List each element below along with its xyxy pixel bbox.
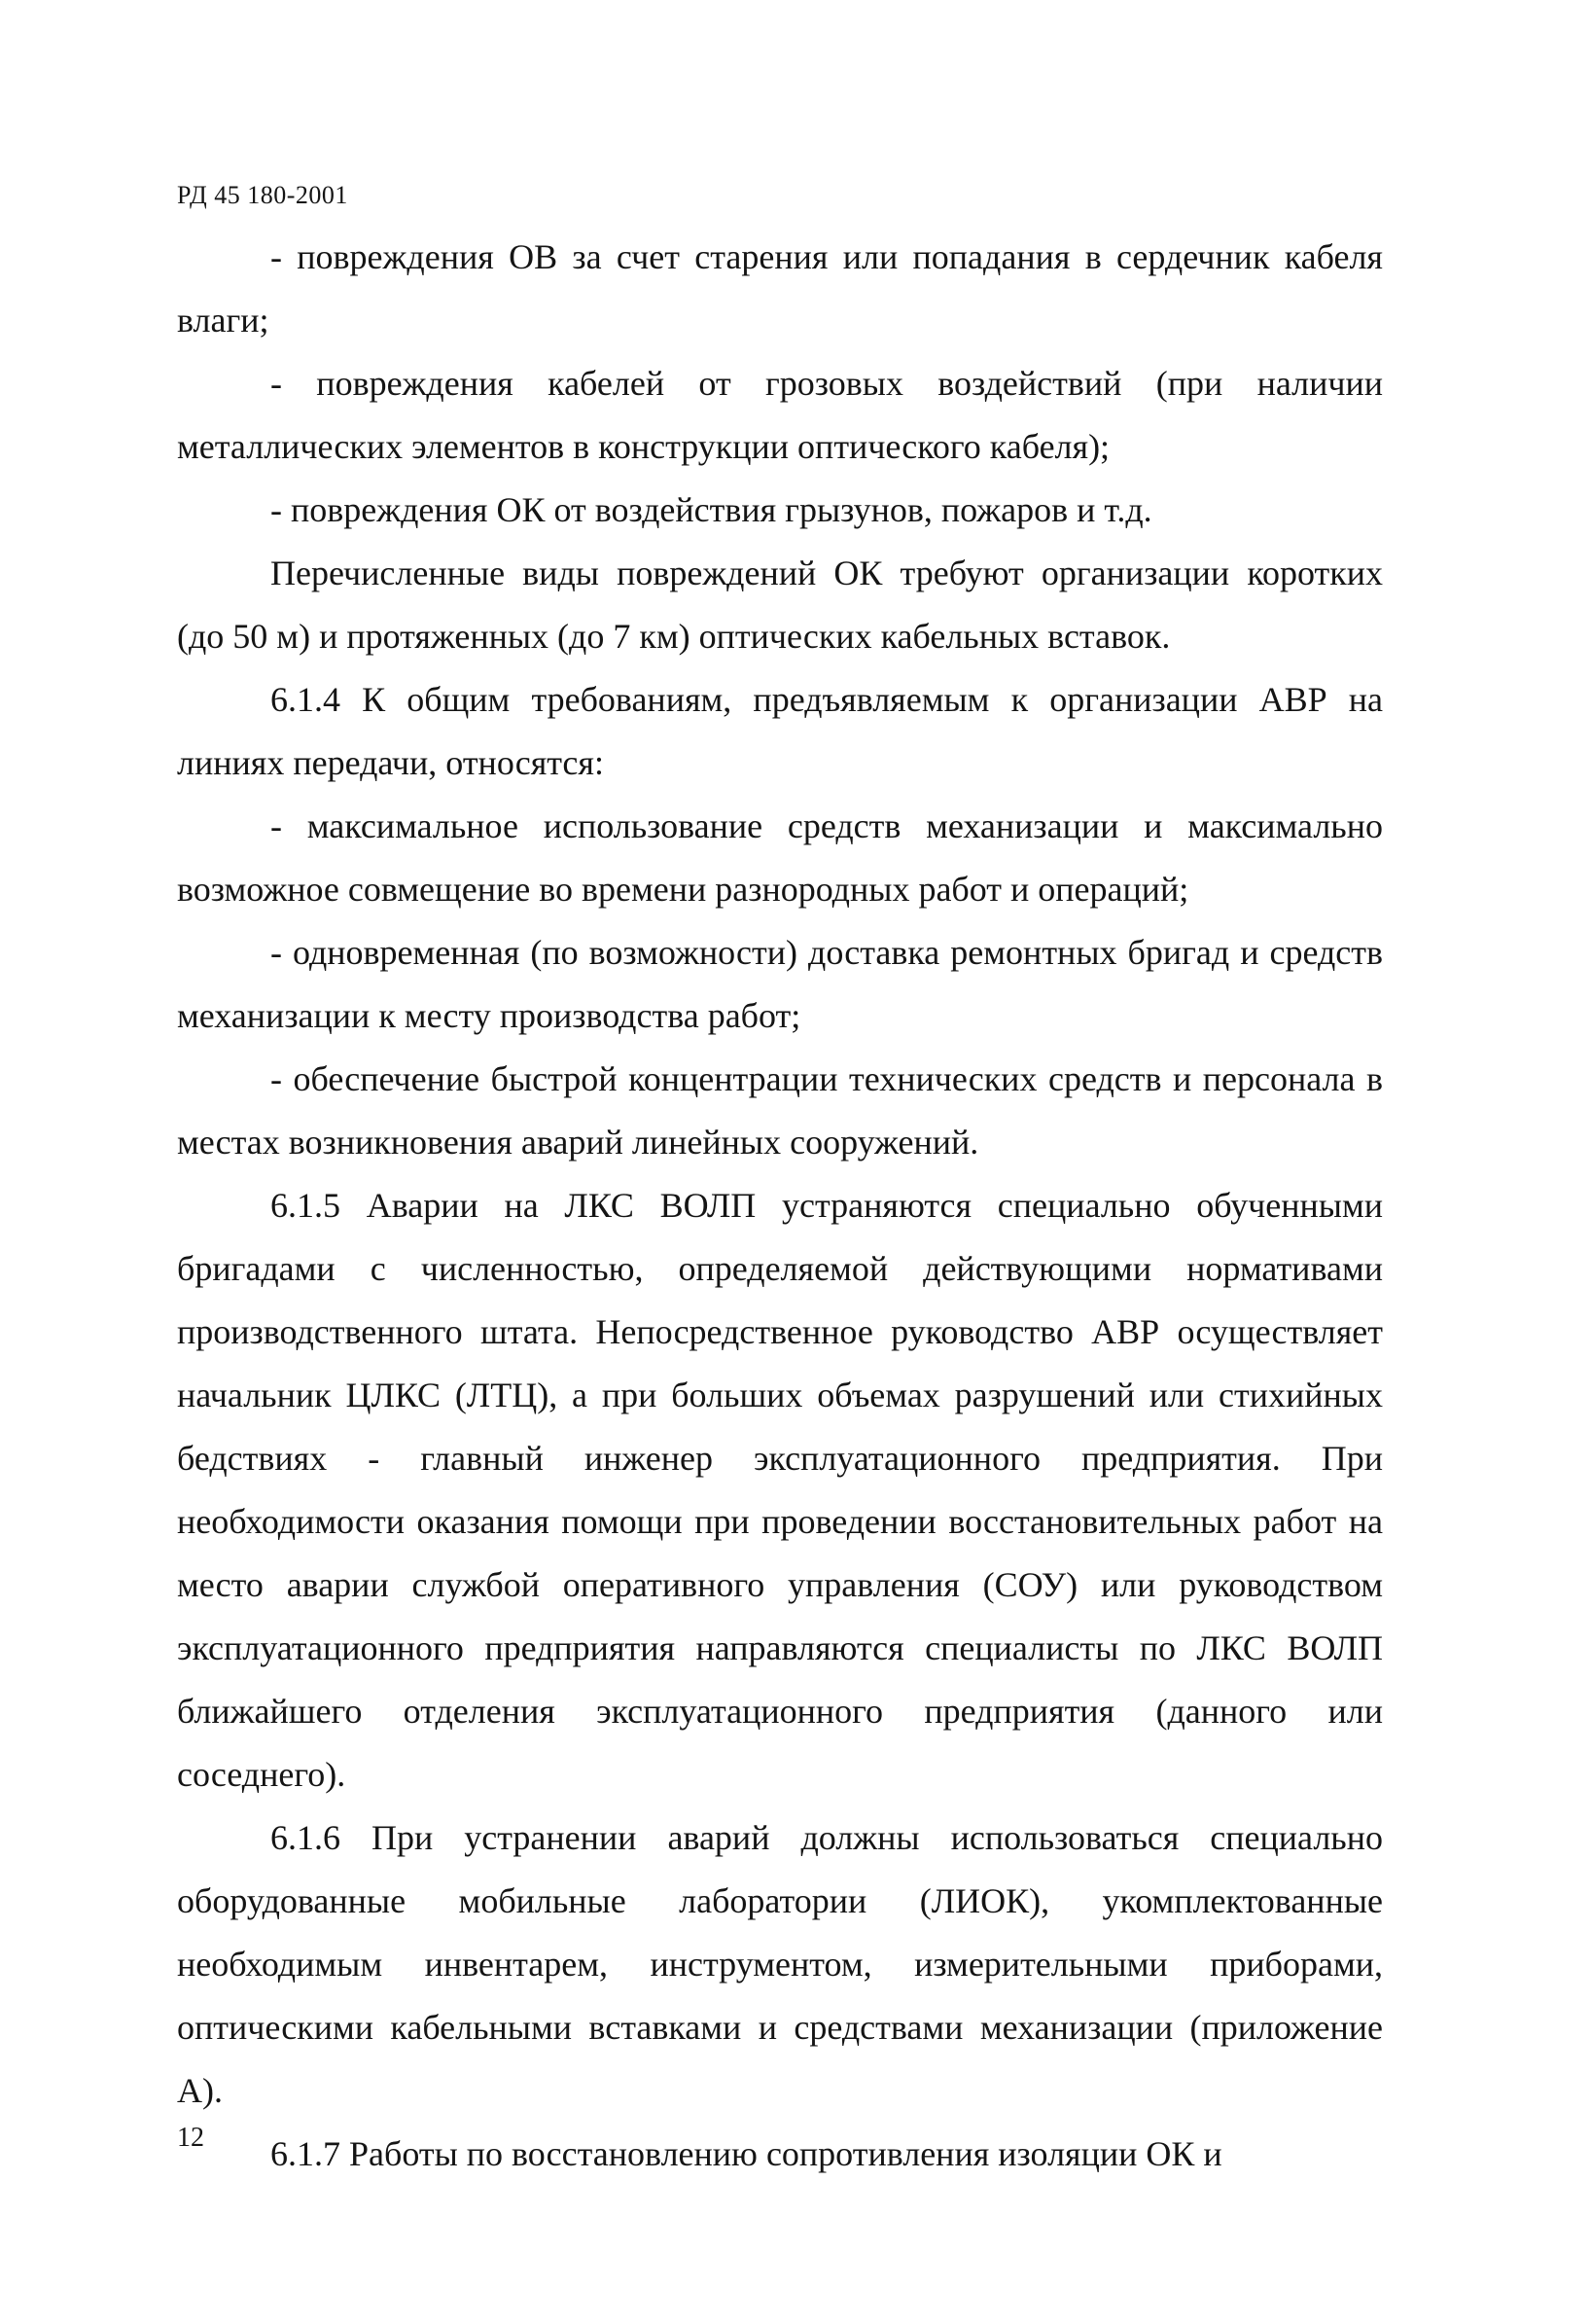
paragraph-delivery: - одновременная (по возможности) доставка ремонтных бригад и средств механизации к месту производства работ; bbox=[177, 933, 1383, 1035]
page-number: 12 bbox=[177, 2123, 204, 2153]
page-body bbox=[177, 226, 1383, 2186]
paragraph-6-1-4: 6.1.4 К общим требованиям, предъявляемым к организации АВР на линиях передачи, относятся: bbox=[177, 680, 1383, 782]
paragraph-mechanization: - максимальное использование средств механизации и максимально возможное совмещение во времени разнородных работ и операций; bbox=[177, 806, 1383, 909]
paragraph-6-1-7: 6.1.7 Работы по восстановлению сопротивления изоляции ОК и bbox=[270, 2134, 1222, 2173]
paragraph-concentration: - обеспечение быстрой концентрации технических средств и персонала в местах возникновения аварий линейных сооружений. bbox=[177, 1059, 1383, 1162]
paragraph-cable-inserts: Перечисленные виды повреждений ОК требуют организации коротких (до 50 м) и протяженных (до 7 км) оптических кабельных вставок. bbox=[177, 554, 1383, 656]
paragraph-damage-moisture: - повреждения ОВ за счет старения или попадания в сердечник кабеля влаги; bbox=[177, 237, 1383, 340]
paragraph-6-1-6: 6.1.6 При устранении аварий должны использоваться специально оборудованные мобильные лаборатории (ЛИОК), укомплектованные необходимым инвентарем, инструментом, измерительными приборами, оптическими кабельными вставками и средствами механизации (приложение А). bbox=[177, 1818, 1383, 2110]
paragraph-damage-rodents: - повреждения ОК от воздействия грызунов, пожаров и т.д. bbox=[270, 490, 1152, 529]
paragraph-damage-lightning: - повреждения кабелей от грозовых воздействий (при наличии металлических элементов в конструкции оптического кабеля); bbox=[177, 364, 1383, 466]
paragraph-6-1-5: 6.1.5 Аварии на ЛКС ВОЛП устраняются специально обученными бригадами с численностью, определяемой действующими нормативами производственного штата. Непосредственное руководство АВР осуществляет начальник ЦЛКС (ЛТЦ), а при больших объемах разрушений или стихийных бедствиях - главный инженер эксплуатационного предприятия. При необходимости оказания помощи при проведении восстановительных работ на место аварии службой оперативного управления (СОУ) или руководством эксплуатационного предприятия направляются специалисты по ЛКС ВОЛП ближайшего отделения эксплуатационного предприятия (данного или соседнего). bbox=[177, 1186, 1383, 1794]
document-code-header: РД 45 180-2001 bbox=[177, 181, 348, 209]
